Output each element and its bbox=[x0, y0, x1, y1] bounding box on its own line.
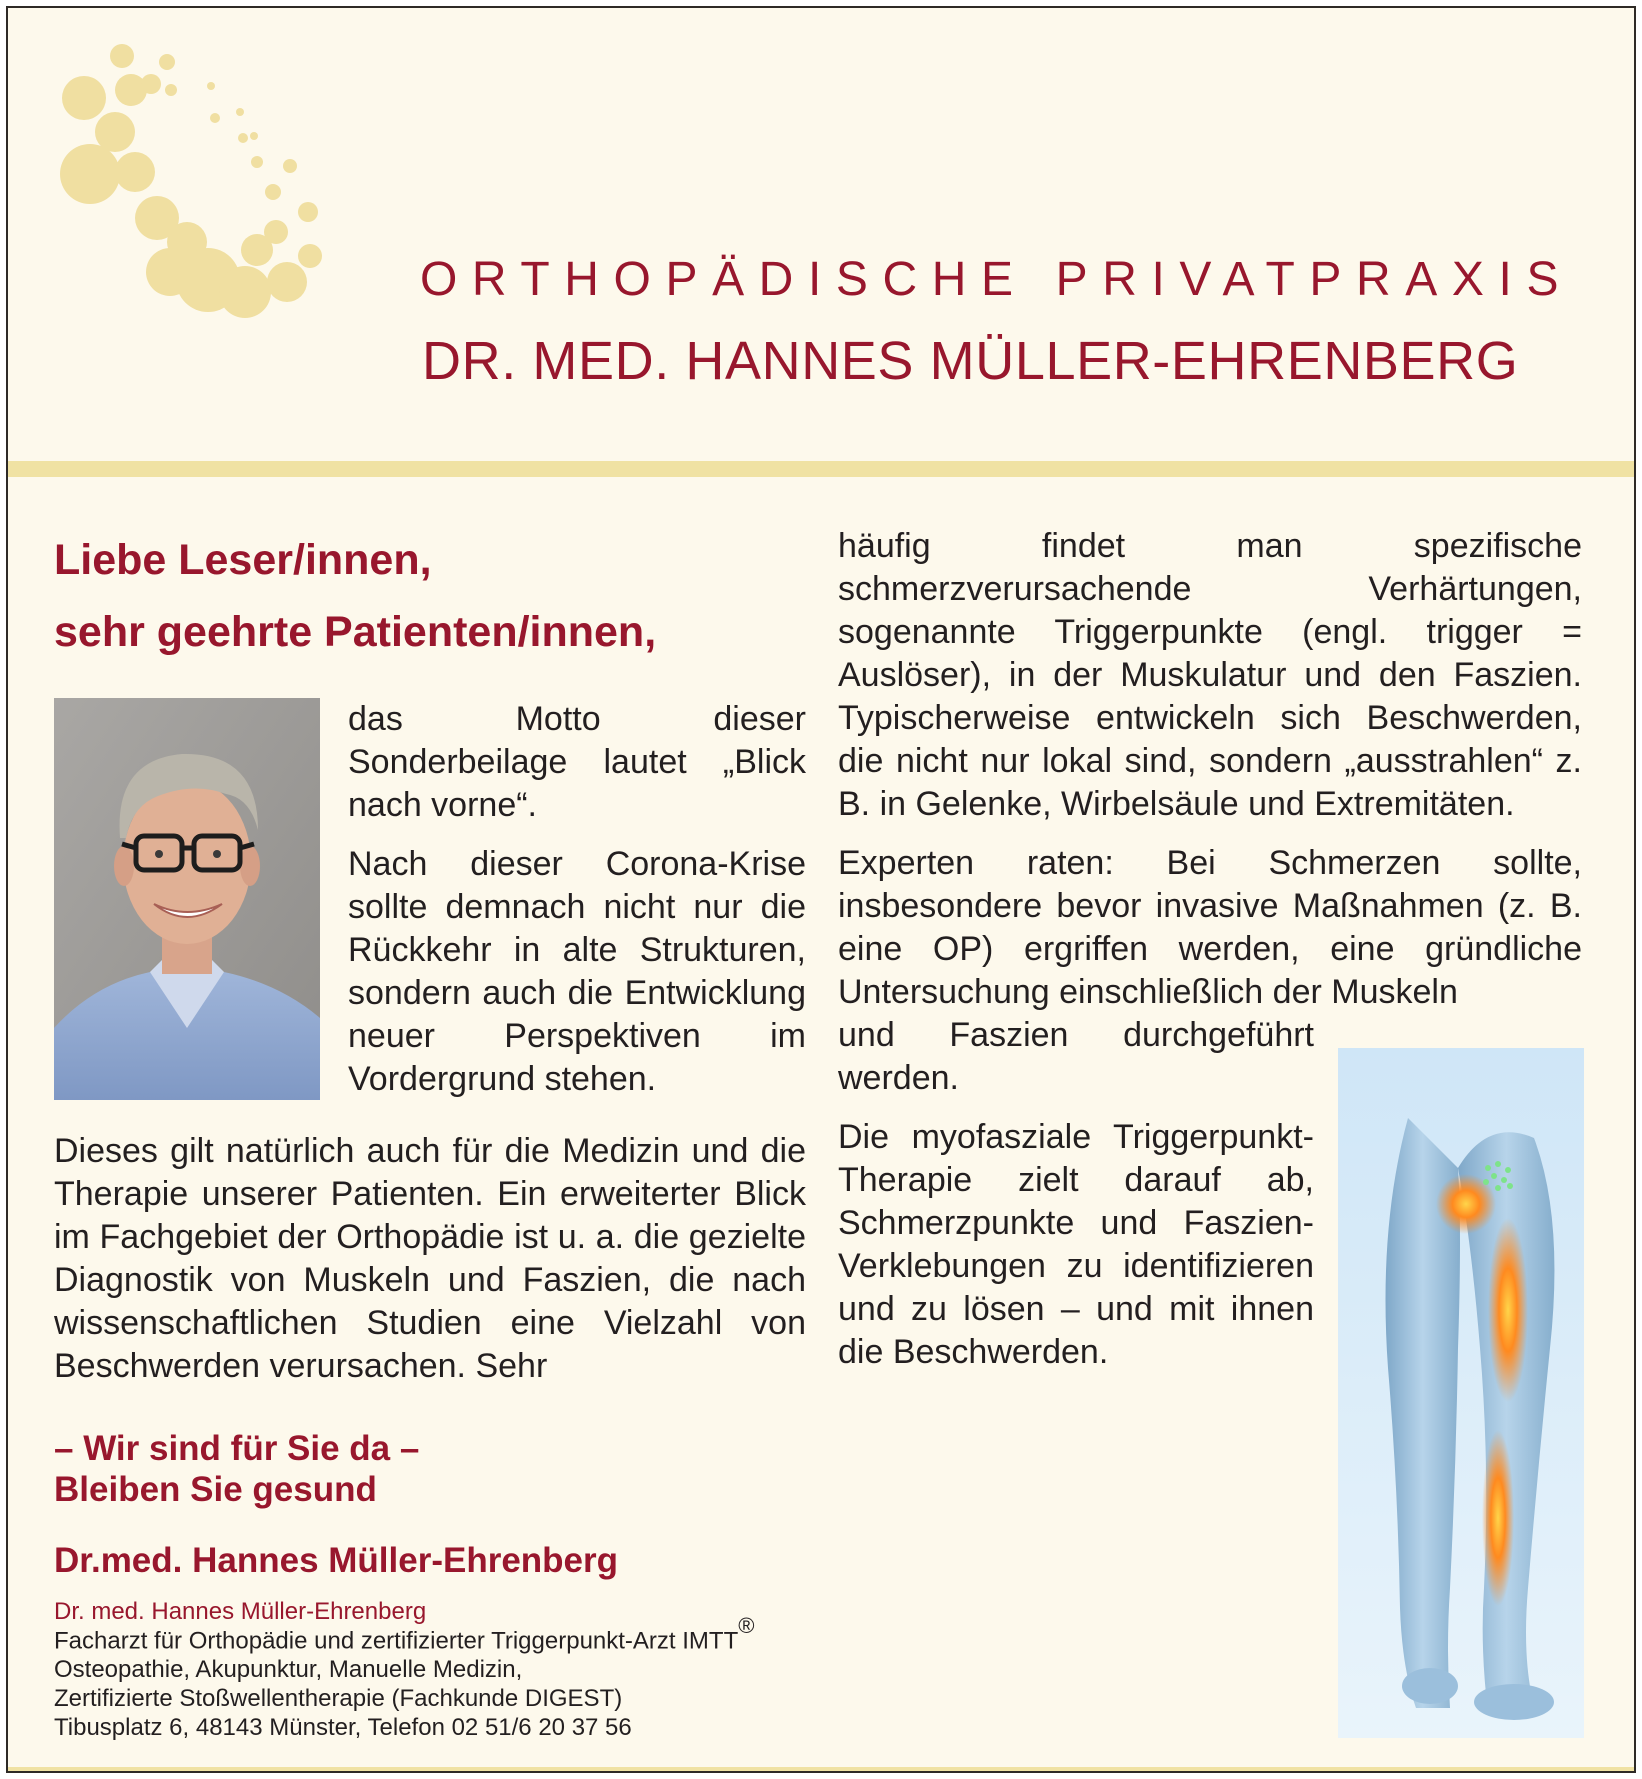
intro-paragraph: das Motto dieser Sonderbeilage lautet „Blick nach vorne“. bbox=[348, 700, 806, 824]
dots-logo-icon bbox=[28, 28, 368, 368]
footer-specialty-text: Facharzt für Orthopädie und zertifizierter Triggerpunkt-Arzt IMTT bbox=[54, 1627, 739, 1655]
footer-specialty bbox=[54, 1613, 755, 1655]
footer-address: Tibusplatz 6, 48143 Münster, Telefon 02 51/6 20 37 56 bbox=[54, 1714, 632, 1742]
intro-paragraph: Nach dieser Corona-Krise sollte demnach nicht nur die Rückkehr in alte Strukturen, sondern auch die Entwicklung neuer Perspektiven im Vordergrund stehen. bbox=[348, 845, 806, 1098]
doctor-portrait-image bbox=[54, 698, 320, 1100]
closing-line-2: Bleiben Sie gesund bbox=[54, 1470, 377, 1509]
footer-name: Dr. med. Hannes Müller-Ehrenberg bbox=[54, 1598, 427, 1625]
body-paragraph: Experten raten: Bei Schmerzen sollte, insbesondere bevor invasive Maßnahmen (z. B. eine OP) ergriffen werden, eine gründliche Untersuchung einschließlich der Muskeln bbox=[838, 844, 1582, 1011]
advertisement bbox=[6, 6, 1636, 1773]
body-paragraph: und Faszien durchgeführt werden. bbox=[838, 1016, 1314, 1097]
leg-trigger-point-illustration bbox=[1338, 1048, 1584, 1738]
footer-certification: Zertifizierte Stoßwellentherapie (Fachkunde DIGEST) bbox=[54, 1685, 623, 1713]
contact-footer bbox=[54, 1597, 754, 1742]
bottom-stripe bbox=[8, 1767, 1634, 1771]
practice-type-heading: ORTHOPÄDISCHE PRIVATPRAXIS bbox=[420, 253, 1574, 306]
closing-line-1: – Wir sind für Sie da – bbox=[54, 1429, 420, 1468]
footer-services: Osteopathie, Akupunktur, Manuelle Medizin, bbox=[54, 1656, 523, 1684]
registered-mark: ® bbox=[738, 1613, 755, 1638]
greeting-headline bbox=[54, 524, 656, 668]
greeting-line-2: sehr geehrte Patienten/innen, bbox=[54, 608, 657, 656]
closing-block bbox=[54, 1428, 618, 1581]
doctor-title-heading: DR. MED. HANNES MÜLLER-EHRENBERG bbox=[422, 331, 1519, 391]
signature: Dr.med. Hannes Müller-Ehrenberg bbox=[54, 1541, 619, 1580]
greeting-line-1: Liebe Leser/innen, bbox=[54, 536, 432, 584]
intro-text bbox=[348, 698, 806, 1117]
body-paragraph: Die myofasziale Triggerpunkt-Therapie zielt darauf ab, Schmerzpunkte und Faszien-Verklebungen zu identifizieren und zu lösen – und mit ihnen die Beschwerden. bbox=[838, 1118, 1314, 1371]
body-paragraph: häufig findet man spezifische schmerzverursachende Verhärtungen, sogenannte Triggerpunkte (engl. trigger = Auslöser), in der Muskulatur und den Faszien. Typischerweise entwickeln sich Beschwerden, die nicht nur lokal sind, sondern „ausstrahlen“ z. B. in Gelenke, Wirbelsäule und Extremitäten. bbox=[838, 527, 1582, 823]
divider-stripe bbox=[8, 461, 1634, 477]
body-paragraph-left: Dieses gilt natürlich auch für die Medizin und die Therapie unserer Patienten. Ein erweiterter Blick im Fachgebiet der Orthopädie ist u. a. die gezielte Diagnostik von Muskeln und Faszien, die nach wissenschaftlichen Studien eine Vielzahl von Beschwerden verursachen. Sehr bbox=[54, 1132, 806, 1385]
